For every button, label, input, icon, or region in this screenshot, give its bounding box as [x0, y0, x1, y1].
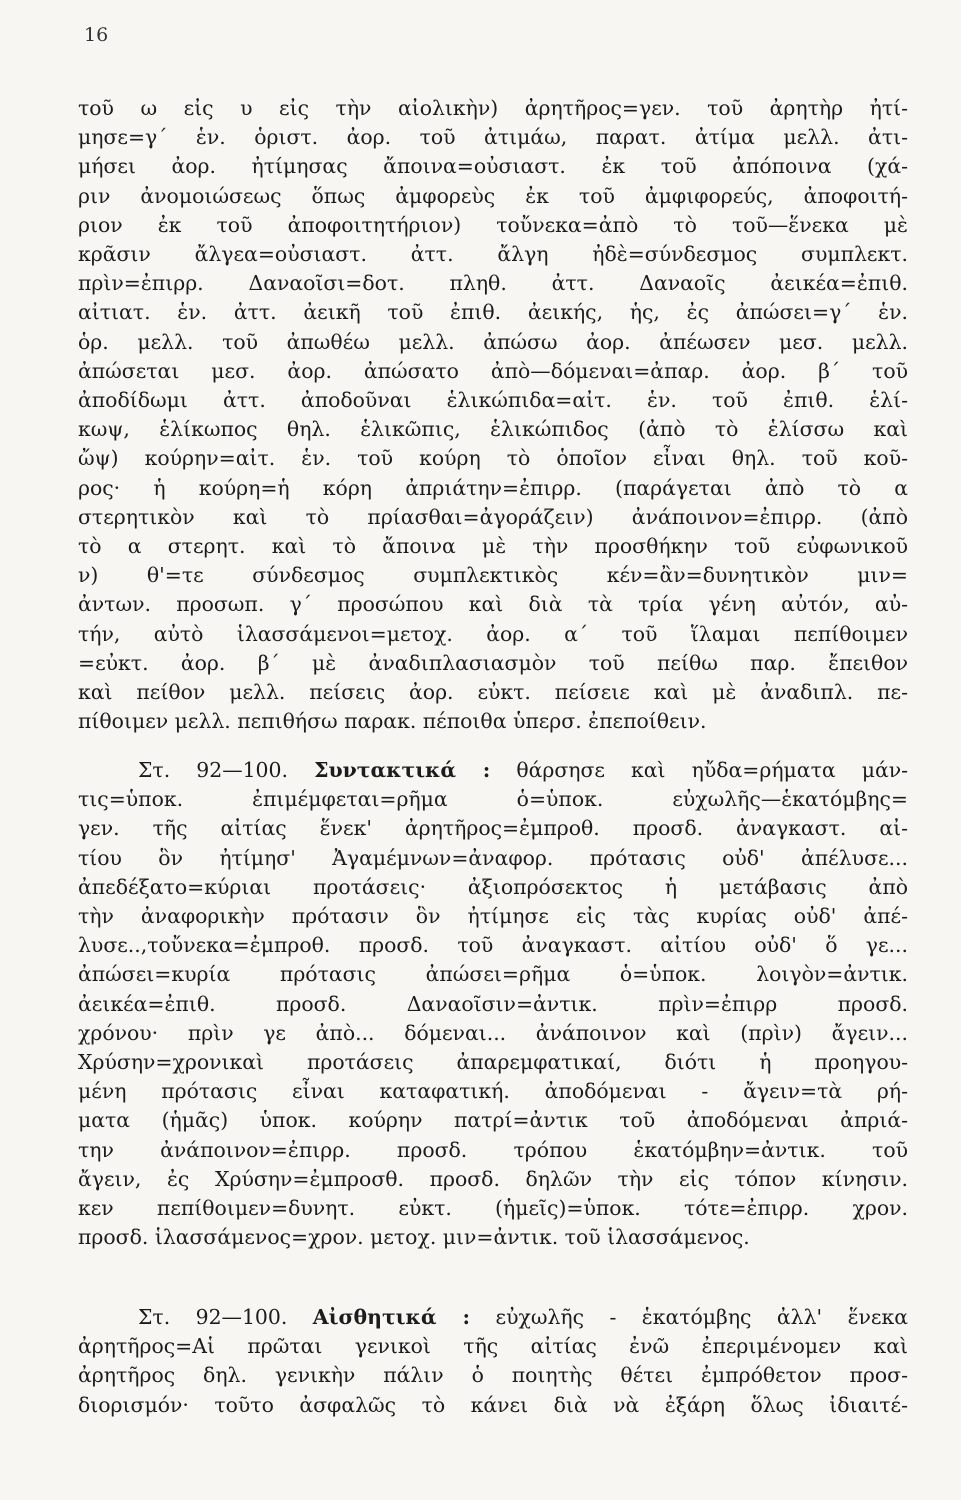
section-heading-line — [78, 1303, 908, 1332]
section-heading: Συντακτικά : — [314, 758, 491, 782]
section-heading-line — [78, 756, 908, 785]
text-line: μησε=γ΄ ἑν. ὁριστ. ἀορ. τοῦ ἀτιμάω, παρατ. ἀτίμα μελλ. ἀτι- — [78, 125, 908, 150]
text-line: ἀεικέα=ἐπιθ. προσδ. Δαναοῖσιν=ἀντικ. πρὶν=ἐπιρρ προσδ. — [78, 991, 908, 1016]
text-line: ἀπώσει=κυρία πρότασις ἀπώσει=ρῆμα ὁ=ὑποκ. λοιγὸν=ἀντικ. — [78, 962, 908, 987]
page-number: 16 — [84, 24, 109, 46]
text-line: Χρύσην=χρονικαὶ προτάσεις ἀπαρεμφατικαί, διότι ἡ προηγου- — [78, 1050, 908, 1075]
text-line: αἰτιατ. ἑν. ἀττ. ἀεικῆ τοῦ ἐπιθ. ἀεικής, ἡς, ἐς ἀπώσει=γ΄ ἑν. — [78, 300, 908, 325]
text-line: θάρσησε καὶ ηὔδα=ρήματα μάν- — [490, 758, 909, 782]
text-line: κρᾶσιν ἄλγεα=οὐσιαστ. ἀττ. ἄλγη ἠδὲ=σύνδεσμος συμπλεκτ. — [78, 242, 908, 267]
text-line: τὸ α στερητ. καὶ τὸ ἄποινα μὲ τὴν προσθήκην τοῦ εὐφωνικοῦ — [78, 534, 908, 559]
text-line: ρος· ἡ κούρη=ἡ κόρη ἀπριάτην=ἐπιρρ. (παράγεται ἀπὸ τὸ α — [78, 475, 908, 500]
syntax-section — [78, 756, 908, 1252]
text-line: λυσε..,τοὔνεκα=ἐμπροθ. προσδ. τοῦ ἀναγκαστ. αἰτίου οὐδ' ὅ γε... — [78, 933, 908, 958]
text-line: τις=ὑποκ. ἐπιμέμφεται=ρῆμα ὁ=ὑποκ. εὐχωλῆς—ἑκατόμβης= — [78, 787, 908, 812]
text-line: την ἀνάποινον=ἐπιρρ. προσδ. τρόπου ἑκατόμβην=ἀντικ. τοῦ — [78, 1137, 908, 1162]
text-line: ριν ἀνομοιώσεως ὅπως ἀμφορεὺς ἐκ τοῦ ἀμφιφορεύς, ἀποφοιτή- — [78, 183, 908, 208]
aesthetic-section — [78, 1303, 908, 1420]
text-line: κωψ, ἑλίκωπος θηλ. ἑλικῶπις, ἑλικώπιδος (ἀπὸ τὸ ἑλίσσω καὶ — [78, 417, 908, 442]
text-line: ὁρ. μελλ. τοῦ ἀπωθέω μελλ. ἀπώσω ἀορ. ἀπέωσεν μεσ. μελλ. — [78, 329, 908, 354]
text-line: πίθοιμεν μελλ. πεπιθήσω παρακ. πέποιθα ὑπερσ. ἐπεποίθειν. — [78, 709, 707, 734]
text-line: γεν. τῆς αἰτίας ἕνεκ' ἀρητῆρος=ἐμπροθ. προσδ. ἀναγκαστ. αἰ- — [78, 816, 908, 841]
text-line: μήσει ἀορ. ἠτίμησας ἄποινα=οὐσιαστ. ἐκ τοῦ ἀπόποινα (χά- — [78, 154, 908, 179]
text-line: καὶ πείθον μελλ. πείσεις ἀορ. εὐκτ. πείσειε καὶ μὲ ἀναδιπλ. πε- — [78, 680, 908, 705]
text-line: τοῦ ω εἰς υ εἰς τὴν αἰολικὴν) ἀρητῆρος=γεν. τοῦ ἀρητὴρ ἠτί- — [78, 96, 908, 120]
text-line: τήν, αὐτὸ ἱλασσάμενοι=μετοχ. ἀορ. α΄ τοῦ ἵλαμαι πεπίθοιμεν — [78, 621, 908, 646]
notes-paragraph — [78, 94, 908, 736]
text-line: εὐχωλῆς - ἑκατόμβης ἀλλ' ἕνεκα — [470, 1305, 908, 1329]
text-line: =εὐκτ. ἀορ. β΄ μὲ ἀναδιπλασιασμὸν τοῦ πείθω παρ. ἔπειθον — [78, 650, 908, 675]
text-line: ἀπώσεται μεσ. ἀορ. ἀπώσατο ἀπὸ—δόμεναι=ἀπαρ. ἀορ. β΄ τοῦ — [78, 358, 908, 383]
text-line: προσδ. ἱλασσάμενος=χρον. μετοχ. μιν=ἀντικ. τοῦ ἱλασσάμενος. — [78, 1225, 750, 1250]
text-line: ἀπεδέξατο=κύριαι προτάσεις· ἀξιοπρόσεκτος ἡ μετάβασις ἀπὸ — [78, 874, 908, 899]
text-line: ἀποδίδωμι ἀττ. ἀποδοῦναι ἑλικώπιδα=αἰτ. ἑν. τοῦ ἐπιθ. ἑλί- — [78, 388, 908, 413]
text-line: τίου ὃν ἠτίμησ' Ἀγαμέμνων=ἀναφορ. πρότασις οὐδ' ἀπέλυσε... — [78, 845, 908, 870]
text-line: διορισμόν· τοῦτο ἀσφαλῶς τὸ κάνει διὰ νὰ ἐξάρη ὅλως ἰδιαιτέ- — [78, 1392, 908, 1417]
text-line: κεν πεπίθοιμεν=δυνητ. εὐκτ. (ἡμεῖς)=ὑποκ. τότε=ἐπιρρ. χρον. — [78, 1196, 908, 1221]
text-line: πρὶν=ἐπιρρ. Δαναοῖσι=δοτ. πληθ. ἀττ. Δαναοῖς ἀεικέα=ἐπιθ. — [78, 271, 908, 296]
text-line: ὤψ) κούρην=αἰτ. ἑν. τοῦ κούρη τὸ ὁποῖον εἶναι θηλ. τοῦ κοῦ- — [78, 446, 908, 471]
text-line: μένη πρότασις εἶναι καταφατική. ἀποδόμεναι - ἄγειν=τὰ ρή- — [78, 1079, 908, 1104]
text-line: ἄγειν, ἐς Χρύσην=ἐμπροσθ. προσδ. δηλῶν τὴν εἰς τόπον κίνησιν. — [78, 1166, 908, 1191]
text-line: ἀντων. προσωπ. γ΄ προσώπου καὶ διὰ τὰ τρία γένη αὐτόν, αὐ- — [78, 592, 908, 617]
text-line: χρόνου· πρὶν γε ἀπὸ... δόμεναι... ἀνάποινον καὶ (πρὶν) ἄγειν... — [78, 1020, 908, 1045]
text-line: ἀρητῆρος=Αἱ πρῶται γενικοὶ τῆς αἰτίας ἐνῶ ἐπεριμένομεν καὶ — [78, 1334, 908, 1359]
text-line: ἀρητῆρος δηλ. γενικὴν πάλιν ὁ ποιητὴς θέτει ἐμπρόθετον προσ- — [78, 1363, 908, 1388]
section-heading: Αἰσθητικά : — [312, 1305, 471, 1329]
section-verse-ref: Στ. 92—100. — [138, 758, 288, 782]
text-line: ματα (ἡμᾶς) ὑποκ. κούρην πατρί=ἀντικ τοῦ ἀποδόμεναι ἀπριά- — [78, 1108, 908, 1133]
text-line: στερητικὸν καὶ τὸ πρίασθαι=ἀγοράζειν) ἀνάποινον=ἐπιρρ. (ἀπὸ — [78, 504, 908, 529]
text-line: ριον ἐκ τοῦ ἀποφοιτητήριον) τοὔνεκα=ἀπὸ τὸ τοῦ—ἕνεκα μὲ — [78, 212, 908, 237]
section-verse-ref: Στ. 92—100. — [138, 1305, 288, 1329]
text-line: τὴν ἀναφορικὴν πρότασιν ὃν ἠτίμησε εἰς τὰς κυρίας οὐδ' ἀπέ- — [78, 904, 908, 929]
text-line: ν) θ'=τε σύνδεσμος συμπλεκτικὸς κέν=ἂν=δυνητικὸν μιν= — [78, 563, 908, 588]
